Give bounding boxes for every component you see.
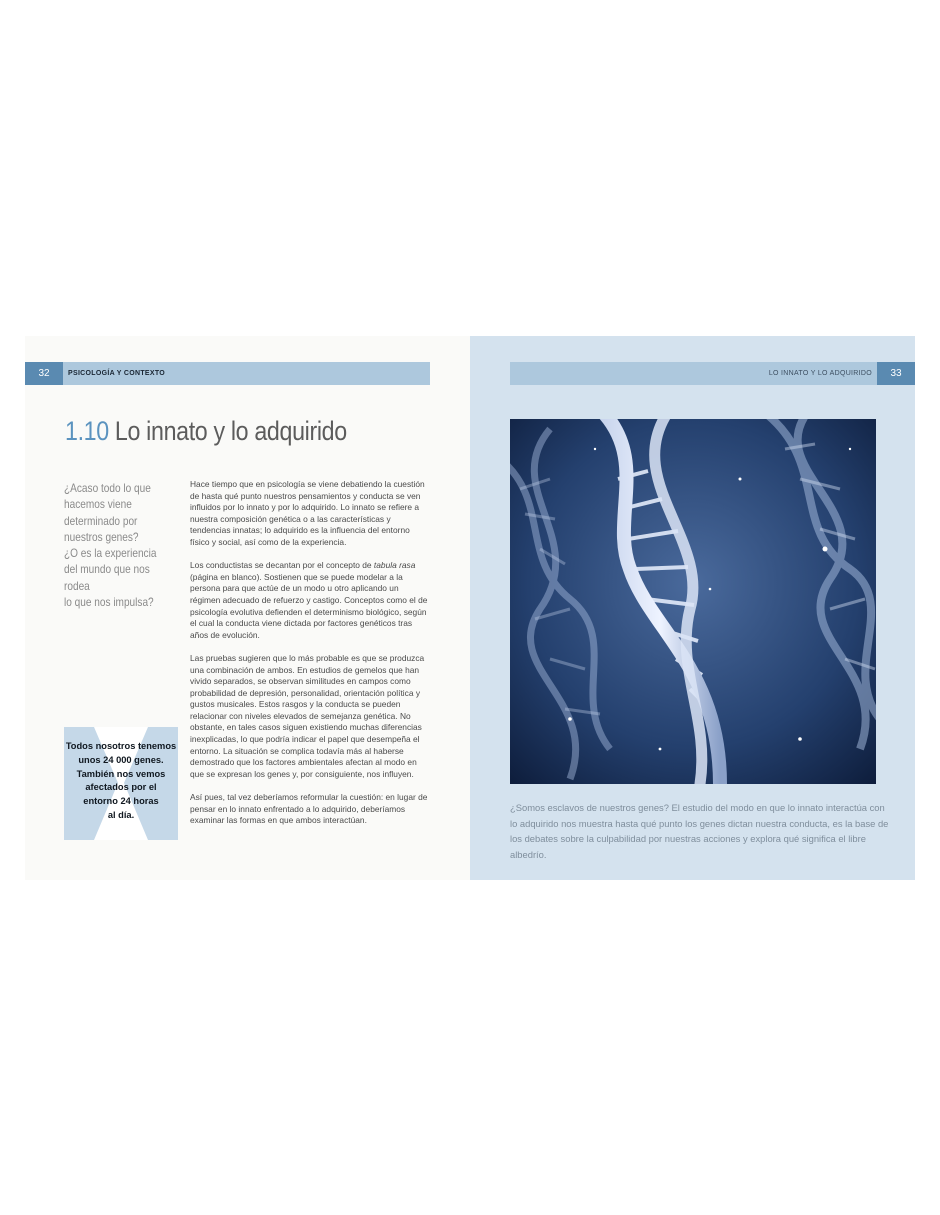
section-heading: Lo innato y lo adquirido xyxy=(114,416,347,446)
pull-quote-line: hacemos viene xyxy=(64,497,132,512)
pull-quote-line: determinado por xyxy=(64,513,138,528)
fact-line: unos 24 000 genes. xyxy=(78,754,164,765)
dna-helix-image xyxy=(510,419,876,784)
right-page xyxy=(470,336,915,880)
page-number: 33 xyxy=(877,362,915,385)
body-text-span: Los conductistas se decantan por el concepto de xyxy=(190,560,374,571)
fact-line: Todos nosotros tenemos xyxy=(65,741,177,751)
pull-quote-line: ¿O es la experiencia xyxy=(64,546,157,561)
body-paragraph-1: Hace tiempo que en psicología se viene debatiendo la cuestión de hasta qué punto nuestros pensamientos y conducta se ven influidos por lo innato y por lo adquirido. Lo innato se refiere a nuestra composición genética o a las características y tendencias innatas; lo adquirido es la influencia del entorno físico y social, así como de la experiencia. xyxy=(190,479,425,547)
running-head: PSICOLOGÍA Y CONTEXTO xyxy=(68,370,166,377)
body-text xyxy=(190,479,430,838)
fact-line: al día. xyxy=(107,809,135,820)
body-paragraph-3: Las pruebas sugieren que lo más probable es que se produzca una combinación de ambos. En estudios de gemelos que han vivido separados, se observan similitudes en campos como probabilidad de depresión, personalidad, orientación política y gustos musicales. Estos rasgos y la conducta se pueden relacionar con niveles elevados de semejanza genética. No obstante, en tales casos siguen existiendo muchas diferencias inexplicadas, lo que podría indicar el papel que desempeña el entorno. La situación se complica todavía más al haberse demostrado que los factores ambientales afectan al modo en que se expresan los genes y, por consiguiente, nos influyen. xyxy=(190,652,425,779)
body-paragraph-4: Así pues, tal vez deberíamos reformular la cuestión: en lugar de pensar en lo innato enfrentado a lo adquirido, deberíamos examinar las formas en que ambos interactúan. xyxy=(190,792,428,826)
fact-box xyxy=(64,727,178,840)
pull-quote-line: nuestros genes? xyxy=(64,529,139,544)
page-number: 32 xyxy=(25,362,63,385)
header-band xyxy=(510,362,915,385)
fact-line: También nos vemos xyxy=(76,768,166,779)
section-number: 1.10 xyxy=(65,416,109,446)
left-page xyxy=(25,336,470,880)
italic-term: tabula rasa xyxy=(373,560,416,571)
fact-line: afectados por el xyxy=(85,782,157,793)
body-text-span: (página en blanco). Sostienen que se puede modelar a la persona para que actúe de un modo u otro aplicando un régimen adecuado de refuerzo y castigo. Conceptos como el de psicología evolutiva defienden el determinismo biológico, según el cual la conducta viene dictada por factores genéticos tras años de evolución. xyxy=(190,571,428,640)
fact-line: entorno 24 horas xyxy=(83,796,159,807)
running-head: LO INNATO Y LO ADQUIRIDO xyxy=(768,370,872,377)
dna-helix-icon xyxy=(510,419,876,784)
image-caption: ¿Somos esclavos de nuestros genes? El estudio del modo en que lo innato interactúa con lo adquirido nos muestra hasta qué punto los genes dictan nuestra conducta, es la base de los debates sobre la culpabilidad por nuestras acciones y explora qué significa el libre albedrío. xyxy=(510,802,889,860)
body-paragraph-2 xyxy=(190,560,430,641)
pull-quote-line: lo que nos impulsa? xyxy=(64,595,154,610)
pull-quote-line: ¿Acaso todo lo que xyxy=(64,481,151,495)
pull-quote xyxy=(64,480,178,610)
fact-text xyxy=(64,740,178,823)
header-band xyxy=(25,362,430,385)
pull-quote-line: del mundo que nos rodea xyxy=(64,562,150,593)
section-title xyxy=(65,416,347,447)
